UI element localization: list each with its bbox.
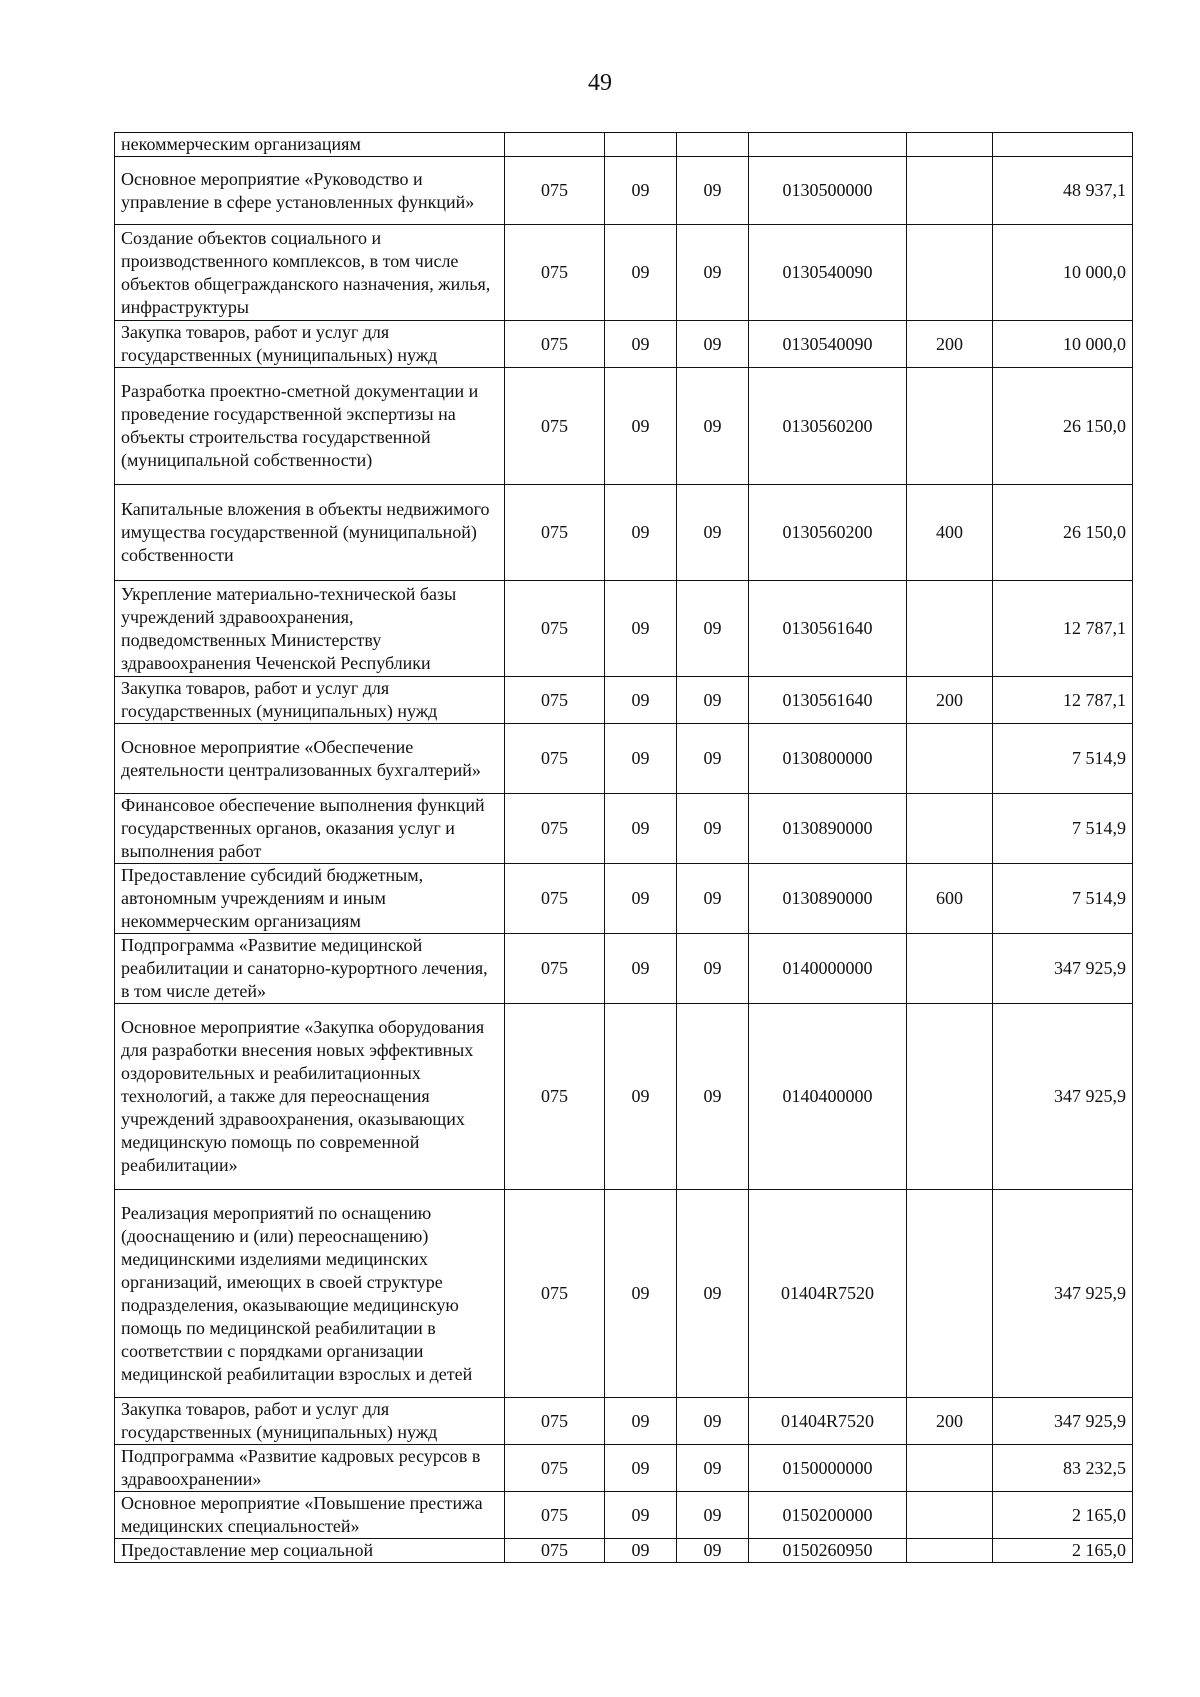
section-code: 09 — [605, 485, 677, 581]
expense-type-code — [907, 1445, 993, 1492]
subsection-code: 09 — [677, 677, 749, 724]
budget-table — [114, 132, 1133, 1563]
section-code: 09 — [605, 321, 677, 368]
target-article-code: 0140000000 — [749, 934, 907, 1004]
ministry-code: 075 — [505, 368, 605, 485]
amount: 12 787,1 — [993, 581, 1133, 677]
expense-type-code — [907, 1539, 993, 1563]
table-row — [115, 1492, 1133, 1539]
row-name: некоммерческим организациям — [115, 133, 505, 157]
amount: 347 925,9 — [993, 1004, 1133, 1190]
subsection-code: 09 — [677, 724, 749, 794]
target-article-code: 0140400000 — [749, 1004, 907, 1190]
target-article-code: 0150000000 — [749, 1445, 907, 1492]
ministry-code: 075 — [505, 581, 605, 677]
table-row — [115, 934, 1133, 1004]
subsection-code: 09 — [677, 157, 749, 225]
expense-type-code — [907, 1492, 993, 1539]
amount: 347 925,9 — [993, 1398, 1133, 1445]
table-row — [115, 677, 1133, 724]
expense-type-code — [907, 1004, 993, 1190]
table-row — [115, 133, 1133, 157]
ministry-code: 075 — [505, 1539, 605, 1563]
section-code: 09 — [605, 724, 677, 794]
page-number: 49 — [588, 70, 612, 96]
subsection-code: 09 — [677, 581, 749, 677]
target-article-code: 0130560200 — [749, 368, 907, 485]
expense-type-code — [907, 225, 993, 321]
target-article-code: 0130890000 — [749, 794, 907, 864]
row-name: Капитальные вложения в объекты недвижимого имущества государственной (муниципальной) собственности — [115, 485, 505, 581]
subsection-code: 09 — [677, 368, 749, 485]
subsection-code: 09 — [677, 1190, 749, 1398]
ministry-code: 075 — [505, 1492, 605, 1539]
table-row — [115, 794, 1133, 864]
expense-type-code: 200 — [907, 321, 993, 368]
table-row — [115, 1004, 1133, 1190]
ministry-code — [505, 133, 605, 157]
subsection-code: 09 — [677, 1539, 749, 1563]
amount: 347 925,9 — [993, 1190, 1133, 1398]
expense-type-code — [907, 133, 993, 157]
ministry-code: 075 — [505, 934, 605, 1004]
row-name: Основное мероприятие «Обеспечение деятельности централизованных бухгалтерий» — [115, 724, 505, 794]
table-row — [115, 321, 1133, 368]
ministry-code: 075 — [505, 1190, 605, 1398]
amount: 2 165,0 — [993, 1539, 1133, 1563]
table-row — [115, 1398, 1133, 1445]
subsection-code: 09 — [677, 1398, 749, 1445]
row-name: Создание объектов социального и производственного комплексов, в том числе объектов общегражданского назначения, жилья, инфраструктуры — [115, 225, 505, 321]
row-name: Подпрограмма «Развитие кадровых ресурсов в здравоохранении» — [115, 1445, 505, 1492]
table-row — [115, 724, 1133, 794]
amount: 7 514,9 — [993, 794, 1133, 864]
ministry-code: 075 — [505, 864, 605, 934]
section-code: 09 — [605, 677, 677, 724]
table-row — [115, 225, 1133, 321]
ministry-code: 075 — [505, 1004, 605, 1190]
amount: 26 150,0 — [993, 368, 1133, 485]
row-name: Закупка товаров, работ и услуг для государственных (муниципальных) нужд — [115, 1398, 505, 1445]
section-code — [605, 133, 677, 157]
amount — [993, 133, 1133, 157]
target-article-code: 0130561640 — [749, 581, 907, 677]
section-code: 09 — [605, 794, 677, 864]
target-article-code: 0130500000 — [749, 157, 907, 225]
row-name: Предоставление мер социальной — [115, 1539, 505, 1563]
target-article-code: 01404R7520 — [749, 1398, 907, 1445]
target-article-code: 0130561640 — [749, 677, 907, 724]
section-code: 09 — [605, 1492, 677, 1539]
target-article-code: 0130540090 — [749, 225, 907, 321]
section-code: 09 — [605, 1004, 677, 1190]
amount: 26 150,0 — [993, 485, 1133, 581]
ministry-code: 075 — [505, 724, 605, 794]
row-name: Подпрограмма «Развитие медицинской реабилитации и санаторно-курортного лечения, в том числе детей» — [115, 934, 505, 1004]
expense-type-code — [907, 794, 993, 864]
ministry-code: 075 — [505, 485, 605, 581]
table-row — [115, 1539, 1133, 1563]
section-code: 09 — [605, 157, 677, 225]
expense-type-code — [907, 1190, 993, 1398]
section-code: 09 — [605, 934, 677, 1004]
target-article-code: 0150260950 — [749, 1539, 907, 1563]
amount: 7 514,9 — [993, 724, 1133, 794]
target-article-code: 0130800000 — [749, 724, 907, 794]
target-article-code: 0130540090 — [749, 321, 907, 368]
amount: 347 925,9 — [993, 934, 1133, 1004]
subsection-code: 09 — [677, 1004, 749, 1190]
subsection-code: 09 — [677, 1445, 749, 1492]
expense-type-code — [907, 934, 993, 1004]
ministry-code: 075 — [505, 677, 605, 724]
ministry-code: 075 — [505, 157, 605, 225]
section-code: 09 — [605, 864, 677, 934]
amount: 48 937,1 — [993, 157, 1133, 225]
row-name: Основное мероприятие «Закупка оборудования для разработки внесения новых эффективных оздоровительных и реабилитационных технологий, а также для переоснащения учреждений здравоохранения, оказывающих медицинскую помощь по современной реабилитации» — [115, 1004, 505, 1190]
subsection-code: 09 — [677, 794, 749, 864]
expense-type-code: 200 — [907, 1398, 993, 1445]
table-row — [115, 485, 1133, 581]
subsection-code: 09 — [677, 485, 749, 581]
amount: 2 165,0 — [993, 1492, 1133, 1539]
subsection-code: 09 — [677, 864, 749, 934]
subsection-code: 09 — [677, 1492, 749, 1539]
table-row — [115, 1445, 1133, 1492]
subsection-code: 09 — [677, 934, 749, 1004]
ministry-code: 075 — [505, 1398, 605, 1445]
row-name: Предоставление субсидий бюджетным, автономным учреждениям и иным некоммерческим организациям — [115, 864, 505, 934]
section-code: 09 — [605, 225, 677, 321]
table-row — [115, 864, 1133, 934]
section-code: 09 — [605, 581, 677, 677]
row-name: Закупка товаров, работ и услуг для государственных (муниципальных) нужд — [115, 321, 505, 368]
expense-type-code — [907, 724, 993, 794]
expense-type-code — [907, 581, 993, 677]
ministry-code: 075 — [505, 794, 605, 864]
expense-type-code — [907, 157, 993, 225]
ministry-code: 075 — [505, 321, 605, 368]
expense-type-code: 400 — [907, 485, 993, 581]
expense-type-code: 600 — [907, 864, 993, 934]
subsection-code: 09 — [677, 321, 749, 368]
section-code: 09 — [605, 1190, 677, 1398]
row-name: Закупка товаров, работ и услуг для государственных (муниципальных) нужд — [115, 677, 505, 724]
ministry-code: 075 — [505, 1445, 605, 1492]
subsection-code — [677, 133, 749, 157]
table-row — [115, 1190, 1133, 1398]
section-code: 09 — [605, 1398, 677, 1445]
section-code: 09 — [605, 1539, 677, 1563]
row-name: Реализация мероприятий по оснащению (дооснащению и (или) переоснащению) медицинскими изделиями медицинских организаций, имеющих в своей структуре подразделения, оказывающие медицинскую помощь по медицинской реабилитации в соответствии с порядками организации медицинской реабилитации взрослых и детей — [115, 1190, 505, 1398]
target-article-code: 0150200000 — [749, 1492, 907, 1539]
section-code: 09 — [605, 1445, 677, 1492]
target-article-code — [749, 133, 907, 157]
target-article-code: 0130890000 — [749, 864, 907, 934]
row-name: Основное мероприятие «Руководство и управление в сфере установленных функций» — [115, 157, 505, 225]
amount: 7 514,9 — [993, 864, 1133, 934]
amount: 83 232,5 — [993, 1445, 1133, 1492]
expense-type-code — [907, 368, 993, 485]
amount: 10 000,0 — [993, 321, 1133, 368]
row-name: Укрепление материально-технической базы учреждений здравоохранения, подведомственных Министерству здравоохранения Чеченской Республики — [115, 581, 505, 677]
table-row — [115, 581, 1133, 677]
target-article-code: 01404R7520 — [749, 1190, 907, 1398]
row-name: Разработка проектно-сметной документации и проведение государственной экспертизы на объекты строительства государственной (муниципальной собственности) — [115, 368, 505, 485]
row-name: Финансовое обеспечение выполнения функций государственных органов, оказания услуг и выполнения работ — [115, 794, 505, 864]
expense-type-code: 200 — [907, 677, 993, 724]
target-article-code: 0130560200 — [749, 485, 907, 581]
subsection-code: 09 — [677, 225, 749, 321]
ministry-code: 075 — [505, 225, 605, 321]
table-row — [115, 157, 1133, 225]
table-row — [115, 368, 1133, 485]
row-name: Основное мероприятие «Повышение престижа медицинских специальностей» — [115, 1492, 505, 1539]
amount: 12 787,1 — [993, 677, 1133, 724]
amount: 10 000,0 — [993, 225, 1133, 321]
section-code: 09 — [605, 368, 677, 485]
